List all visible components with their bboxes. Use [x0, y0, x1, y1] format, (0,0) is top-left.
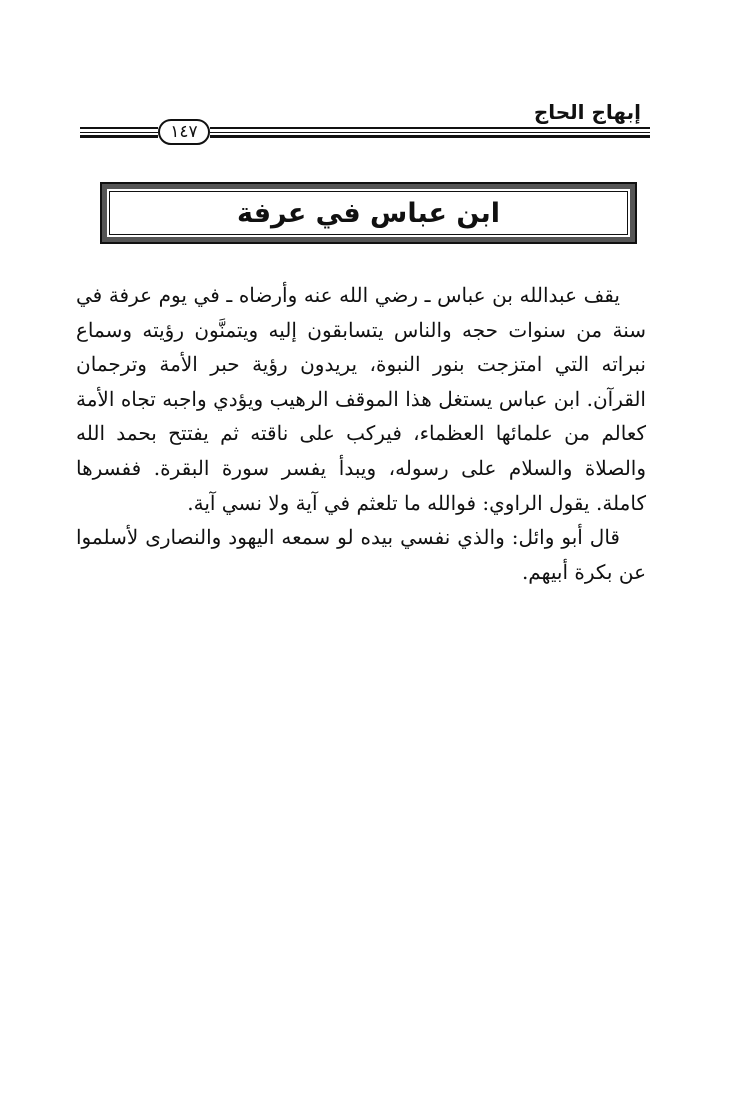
header-rule	[80, 118, 650, 148]
header-rule-left-thick	[80, 127, 158, 133]
body-text	[76, 278, 646, 589]
chapter-title-frame	[100, 182, 637, 244]
running-header-title: إبهاج الحاج	[533, 100, 641, 124]
header-rule-left-thin	[80, 135, 158, 138]
paragraph: قال أبو وائل: والذي نفسي بيده لو سمعه اليهود والنصارى لأسلموا عن بكرة أبيهم.	[76, 525, 646, 584]
page-number: ١٤٧	[158, 119, 210, 145]
chapter-title: ابن عباس في عرفة	[236, 197, 501, 229]
header-rule-right-thick	[210, 127, 650, 133]
chapter-title-inner	[109, 191, 628, 235]
header-rule-right-thin	[210, 135, 650, 138]
paragraph: يقف عبدالله بن عباس ـ رضي الله عنه وأرضاه ـ في يوم عرفة في سنة من سنوات حجه والناس يتسابقون إليه ويتمنَّون رؤيته وسماع نبراته التي امتزجت بنور النبوة، يريدون رؤية حبر الأمة وترجمان القرآن. ابن عباس يستغل هذا الموقف الرهيب ويؤدي واجبه تجاه الأمة كعالم من علمائها العظماء، فيركب على ناقته ثم يفتتح بحمد الله والصلاة والسلام على رسوله، ويبدأ يفسر سورة البقرة. ففسرها كاملة. يقول الراوي: فوالله ما تلعثم في آية ولا نسي آية.	[76, 283, 646, 515]
